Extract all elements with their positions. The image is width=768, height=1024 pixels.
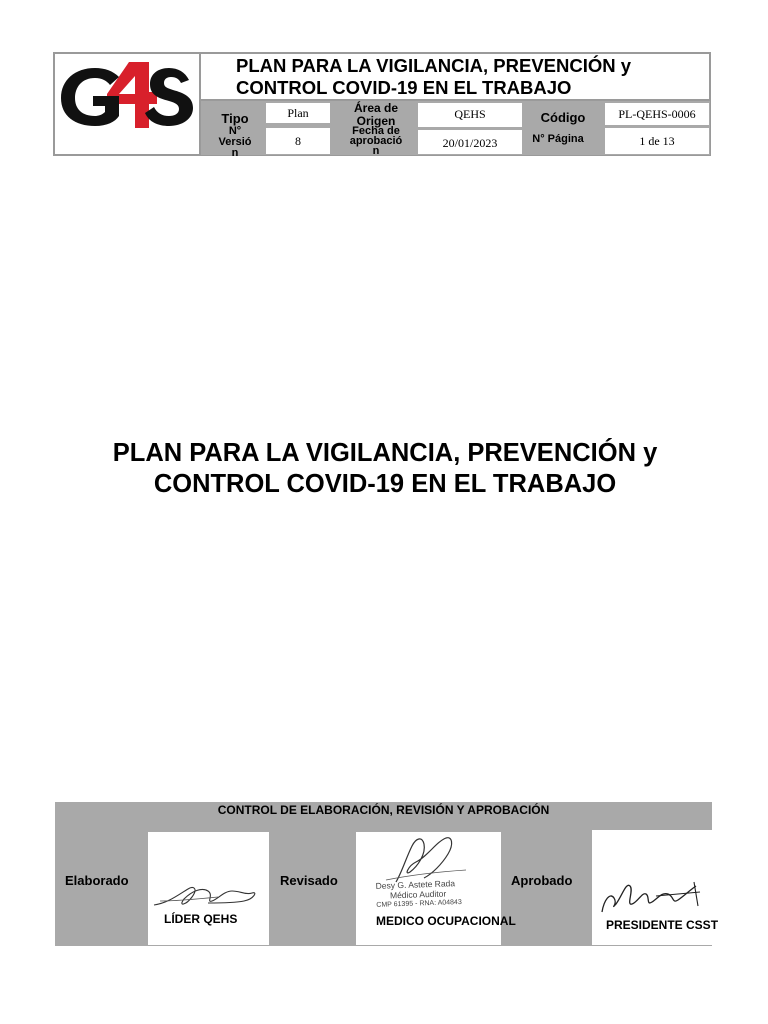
medico-stamp	[376, 877, 487, 911]
fecha-aprobacion-value: 20/01/2023	[418, 130, 522, 154]
codigo-value: PL-QEHS-0006	[605, 103, 709, 125]
fecha-label-line: Fecha de	[352, 125, 400, 137]
version-label-line: N°	[228, 125, 242, 137]
fecha-aprobacion-label	[340, 126, 412, 156]
elaborado-role: LÍDER QEHS	[164, 912, 238, 926]
g4s-logo	[57, 58, 195, 132]
aprobado-signature-box	[592, 830, 719, 945]
header-title-line2: CONTROL COVID-19 EN EL TRABAJO	[236, 77, 572, 98]
elaborado-signature	[148, 877, 268, 917]
pagina-label: N° Página	[532, 133, 584, 145]
aprobado-signature	[596, 874, 708, 918]
codigo-label: Código	[540, 110, 586, 125]
area-label-line: Área de	[353, 101, 399, 115]
header-divider	[200, 99, 711, 101]
fecha-label-line: aprobació	[349, 135, 403, 147]
revisado-role: MEDICO OCUPACIONAL	[376, 914, 516, 928]
area-label-line: Origen	[356, 114, 396, 128]
tipo-label: Tipo	[221, 111, 249, 126]
version-label	[205, 126, 265, 159]
fecha-label-line: n	[372, 145, 380, 157]
stamp-title: Médico Auditor	[389, 888, 447, 901]
approval-table-title: CONTROL DE ELABORACIÓN, REVISIÓN Y APROBACIÓN	[217, 803, 550, 817]
revisado-label: Revisado	[280, 873, 338, 888]
version-label-line: n	[231, 147, 239, 159]
document-title-line2: CONTROL COVID-19 EN EL TRABAJO	[153, 470, 617, 498]
document-title	[40, 438, 730, 500]
pagina-value	[605, 128, 709, 154]
area-origen-value: QEHS	[418, 103, 522, 127]
pagina-number: 1	[639, 134, 646, 148]
header-title	[236, 55, 706, 99]
stamp-cmp: CMP 61395 - RNA: A04843	[376, 898, 462, 909]
header-divider	[199, 52, 201, 156]
aprobado-role: PRESIDENTE CSST	[606, 918, 719, 932]
revisado-signature-box	[356, 832, 516, 945]
version-label-line: Versió	[218, 136, 252, 148]
tipo-value: Plan	[266, 103, 330, 123]
version-value: 8	[266, 128, 330, 154]
elaborado-label: Elaborado	[65, 873, 129, 888]
stamp-name: Desy G. Astete Rada	[375, 878, 456, 891]
document-title-line1: PLAN PARA LA VIGILANCIA, PREVENCIÓN y	[112, 439, 658, 467]
elaborado-signature-box	[148, 832, 269, 945]
header-title-line1: PLAN PARA LA VIGILANCIA, PREVENCIÓN y	[236, 55, 632, 76]
aprobado-label: Aprobado	[511, 873, 573, 888]
pagina-total: de 13	[648, 134, 675, 148]
